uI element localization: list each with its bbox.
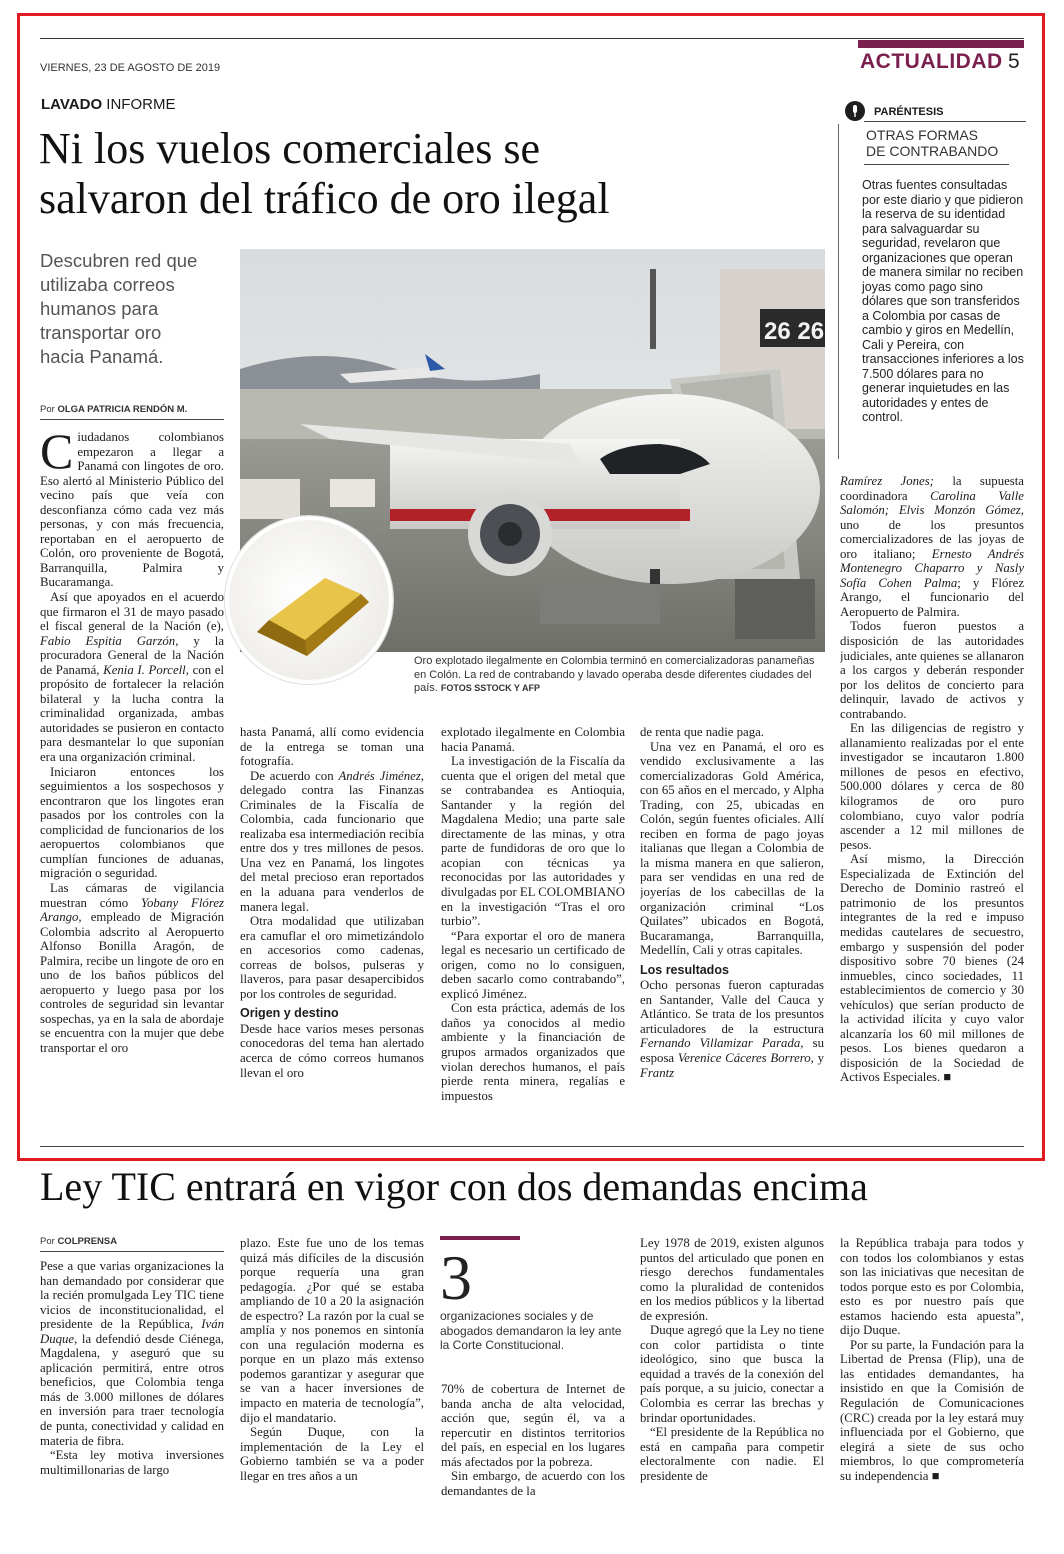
paragraph: iudadanos colombianos empezaron a llegar a Panamá con lingotes de oro. Eso alertó al Ministerio Público del vecino país que veía con desconfianza cómo cada vez más personas, y con más frecuencia, reportaban en el aeropuerto de Colón, oro proveniente de Bogotá, Barranquilla, Palmira y Bucaramanga. <box>40 430 224 590</box>
sidebar-border <box>838 124 839 459</box>
kicker-bold: LAVADO <box>41 96 103 113</box>
paragraph: Duque agregó que la Ley no tiene con color partidista o tinte ideológico, sino que busca la equidad a través de la conexión del país porque, a su juicio, conectar a Colombia es cerrar las brechas y brindar oportunidades. <box>640 1323 824 1425</box>
subhead-line: utilizaba correos <box>40 274 175 295</box>
sidebar-title-line: DE CONTRABANDO <box>866 143 999 159</box>
section-color-bar <box>858 40 1024 48</box>
microphone-icon <box>845 101 865 121</box>
sidebar-title-line: OTRAS FORMAS <box>866 127 979 143</box>
sidebar-title <box>866 127 998 159</box>
article1-column-2 <box>240 725 424 1130</box>
paragraph: Ramírez Jones; la supuesta coordinadora Carolina Valle Salomón; Elvis Monzón Gómez, uno de los presuntos comercializadores de las joyas de oro italiano; Ernesto Andrés Montenegro Chaparro y Nasly Sofía Cohen Palma; y Flórez Arango, el funcionario del Aeropuerto de Palmira. <box>840 474 1024 619</box>
article2-column-2 <box>240 1236 424 1526</box>
paragraph: “El presidente de la República no está en campaña para competir electoralmente con nadie. El presidente de <box>640 1425 824 1483</box>
paragraph: En las diligencias de registro y allanamiento realizadas por el ente investigador se incautaron 1.800 millones de pesos en efectivo, 500.000 dólares y cerca de 80 kilogramos de oro puro colombiano, cuyo valor podría ascender a 12 mil millones de pesos. <box>840 721 1024 852</box>
article1-column-4 <box>640 725 824 1130</box>
stat-text: organizaciones sociales y de abogados demandaron la ley ante la Corte Constitucional. <box>440 1309 622 1352</box>
paragraph: “Esta ley motiva inversiones multimillonarias de largo <box>40 1448 224 1477</box>
article1-column-1 <box>40 430 224 1130</box>
headline-line: Ni los vuelos comerciales se <box>39 124 540 173</box>
article2-column-4 <box>640 1236 824 1526</box>
paragraph: explotado ilegalmente en Colombia hacia Panamá. <box>441 725 625 754</box>
sidebar-label: PARÉNTESIS <box>874 106 944 118</box>
paragraph: La investigación de la Fiscalía da cuenta que el origen del metal que se contrabandea es Antioquia, Santander y la región del Magdalena Medio; una parte sale directamente de las minas, y otra parte de fundidoras de oro que lo acopian con técnicas ya reconocidas por las autoridades y divulgadas por EL COLOMBIANO en la investigación “Tras el oro turbio”. <box>441 754 625 929</box>
end-mark: ■ <box>931 1468 940 1483</box>
caption-text: Oro explotado ilegalmente en Colombia terminó en comercializadoras panameñas en Colón. La red de contrabando y lavado operaba desde diferentes ciudades del país. <box>414 655 815 694</box>
article2-column-3 <box>441 1382 625 1527</box>
byline-rule <box>40 1251 224 1252</box>
paragraph: Desde hace varios meses personas conocedoras del tema han alertado acerca de cómo correos humanos llevan el oro <box>240 1021 424 1080</box>
article-kicker <box>41 96 175 113</box>
paragraph: plazo. Este fue uno de los temas quizá más difíciles de la discusión porque requería una gran pedagogía. ¿Por qué se estaba ampliando de 10 a 20 la asignación de espectro? La razón por la cual se amplía y nos ponemos en sintonía con una regulación moderna es porque en un plazo más extenso podemos garantizar y asegurar que se van a hacer inversiones de impacto en materia de tecnología”, dijo el mandatario. <box>240 1236 424 1425</box>
byline-prefix: Por <box>40 404 55 415</box>
subhead-line: Descubren red que <box>40 250 198 271</box>
article2-headline: Ley TIC entrará en vigor con dos demandas encima <box>40 1164 868 1209</box>
stat-number: 3 <box>440 1242 472 1313</box>
byline-prefix: Por <box>40 1236 55 1247</box>
subheading: Los resultados <box>640 962 729 977</box>
page-number: 5 <box>1008 50 1020 73</box>
paragraph: Así que apoyados en el acuerdo que firmaron el 31 de mayo pasado el fiscal general de la Nación (e), Fabio Espitia Garzón, y la procuradora General de la Nación de Panamá, Kenia I. Porcell, con el propósito de fortalecer la relación bilateral y la lucha contra la criminalidad organizada, ambas autoridades se pusieron en contacto para desmantelar lo que suponían era una organización criminal. <box>40 590 224 765</box>
header-rule <box>40 38 1024 39</box>
subheading: Origen y destino <box>240 1006 339 1021</box>
paragraph: Pese a que varias organizaciones la han demandado por considerar que la recién promulgada Ley TIC tiene vicios de inconstitucionalidad, el presidente de la República, Iván Duque, la defendió desde Ciénega, Magdalena, y aseguró que su aplicación permitirá, entre otros beneficios, que Colombia tenga más de 3.000 millones de dólares en inversión para traer tecnología de punta, conectividad y calidad en materia de fibra. <box>40 1259 224 1448</box>
subhead-line: transportar oro <box>40 322 162 343</box>
sidebar-title-rule <box>864 164 1009 165</box>
article-subhead <box>40 249 230 369</box>
paragraph: Iniciaron entonces los seguimientos a los sospechosos y encontraron que los lingotes eran pasados por los controles con la complicidad de funcionarios de los aeropuertos colombianos que cumplían funciones de aduanas, migración o seguridad. <box>40 764 224 881</box>
paragraph: De acuerdo con Andrés Jiménez, delegado contra las Finanzas Criminales de la Fiscalía de Colombia, cada funcionario que realizaba esa intermediación recibía entre dos y tres millones de pesos. Una vez en Panamá, los lingotes del metal precioso eran reportados en la aduana para venderlos de manera legal. <box>240 768 424 914</box>
kicker-light: INFORME <box>106 96 176 113</box>
edition-date: VIERNES, 23 DE AGOSTO DE 2019 <box>40 62 221 74</box>
photo-caption <box>414 655 824 696</box>
article1-column-3 <box>441 725 625 1130</box>
paragraph: Sin embargo, de acuerdo con los demandantes de la <box>441 1469 625 1498</box>
paragraph: 70% de cobertura de Internet de banda ancha de alta velocidad, acción que, según él, va a repercutir en distintos territorios del país, en especial en los lugares más afectados por la pobreza. <box>441 1382 625 1469</box>
paragraph: Ley 1978 de 2019, existen algunos puntos del articulado que ponen en riesgo derechos fundamentales como la pluralidad de contenidos en los medios públicos y la libertad de expresión. <box>640 1236 824 1323</box>
paragraph: Así mismo, la Dirección Especializada de Extinción del Derecho de Dominio rastreó el patrimonio de los presuntos integrantes de la red e impuso medidas cautelares de secuestro, embargo y suspensión del poder dispositivo sobre 70 bienes (24 inmuebles, cinco sociedades, 11 establecimientos de comercio y 30 vehículos) que serían producto de la actividad ilícita y cuyo valor alcanzaría los 60 mil millones de pesos. Los bienes quedaron a disposición de la Sociedad de Activos Especiales. ■ <box>840 852 1024 1085</box>
paragraph: la República trabaja para todos y con todos los colombianos y estas son las iniciativas que necesitan de todos porque esto es por Colombia, esto es por nuestro país que estamos haciendo esta apuesta”, dijo Duque. <box>840 1236 1024 1338</box>
photo-credit: FOTOS SSTOCK Y AFP <box>440 683 540 693</box>
article1-column-5 <box>840 474 1024 1134</box>
subhead-line: hacia Panamá. <box>40 346 164 367</box>
byline <box>40 404 187 415</box>
article2-column-5 <box>840 1236 1024 1526</box>
paragraph: Ocho personas fueron capturadas en Santander, Valle del Cauca y Atlántico. Se trata de los presuntos articuladores de la estructura Fernando Villamizar Parada, su esposa Verenice Cáceres Borrero, y Frantz <box>640 978 824 1080</box>
paragraph: Otra modalidad que utilizaban era camuflar el oro mimetizándolo en accesorios como cadenas, correas de bolsos, pulseras y llaveros, para pasar desapercibidos por los controles de seguridad. <box>240 914 424 1001</box>
paragraph: Según Duque, con la implementación de la Ley el Gobierno también se va a poder llegar en tres años a un <box>240 1425 424 1483</box>
gate-sign: 26 26 <box>764 318 825 345</box>
article-separator <box>40 1146 1024 1147</box>
paragraph: “Para exportar el oro de manera legal es necesario un certificado de origen, como no lo consiguen, deben sacarlo como contrabando”, explicó Jiménez. <box>441 928 625 1001</box>
sidebar-rule <box>864 121 1026 122</box>
article-headline <box>39 124 610 224</box>
paragraph: Con esta práctica, además de los daños ya conocidos al medio ambiente y la financiación de grupos armados organizados que violan derechos humanos, el país pierde renta minera, regalías e impuestos <box>441 1001 625 1103</box>
paragraph: de renta que nadie paga. <box>640 725 764 739</box>
article2-column-1 <box>40 1259 224 1524</box>
paragraph: Una vez en Panamá, el oro es vendido exclusivamente a las comercializadoras Gold América, con 65 años en el mercado, y Alpha Trading, con 25, ubicadas en Colón, según fuentes oficiales. Allí reciben en forma de pago joyas italianas que llegan a Colombia de la misma manera en que salieron, para ser vendidas en una red de joyerías de los cabecillas de la organización criminal “Los Quilates” ubicados en Bogotá, Bucaramanga, Barranquilla, Medellín, Cali y otras capitales. <box>640 739 824 958</box>
byline-name: COLPRENSA <box>57 1236 118 1247</box>
gold-bar-icon <box>229 520 389 680</box>
stat-accent-bar <box>440 1236 520 1240</box>
gold-bar-inset <box>225 516 393 684</box>
paragraph: hasta Panamá, allí como evidencia de la entrega se toman una fotografía. <box>240 725 424 769</box>
byline-name: OLGA PATRICIA RENDÓN M. <box>57 404 188 415</box>
paragraph: Todos fueron puestos a disposición de las autoridades judiciales, ante quienes se allanaron a los cargos y deberán responder por los delitos de concierto para delinquir, lavado de activos y contrabando. <box>840 619 1024 721</box>
paragraph: Las cámaras de vigilancia muestran cómo Yobany Flórez Arango, empleado de Migración Colombia adscrito al Aeropuerto Alfonso Bonilla Aragón, de Palmira, recibe un lingote de oro en uno de los baños públicos del aeropuerto y luego pasa por los controles de seguridad sin levantar sospechas, ya en la sala de abordaje se encuentra con la mujer que debe transportar el oro <box>40 880 224 1055</box>
subhead-line: humanos para <box>40 298 159 319</box>
paragraph: Por su parte, la Fundación para la Libertad de Prensa (Flip), una de las entidades demandantes, ha insistido en que la Comisión de Regulación de Comunicaciones (CRC) creada por la ley estará muy influenciada por el Gobierno, que elegirá a siete de sus ocho miembros, lo que comprometería su independencia ■ <box>840 1337 1024 1483</box>
article2-byline <box>40 1236 117 1247</box>
section-name: ACTUALIDAD <box>860 50 1003 73</box>
end-mark: ■ <box>943 1070 952 1085</box>
drop-cap: C <box>40 430 74 479</box>
byline-rule <box>40 419 224 420</box>
sidebar-body: Otras fuentes consultadas por este diario y que pidieron la reserva de su identidad para salvaguardar su seguridad, revelaron que organizaciones que operan de manera similar no reciben joyas como pago sino dólares que son transferidos a Colombia por casas de cambio y giros en Medellín, Cali y Pereira, con transacciones inferiores a los 7.500 dólares para no generar inquietudes en las autoridades y entes de control. <box>862 178 1024 424</box>
headline-line: salvaron del tráfico de oro ilegal <box>39 174 610 223</box>
